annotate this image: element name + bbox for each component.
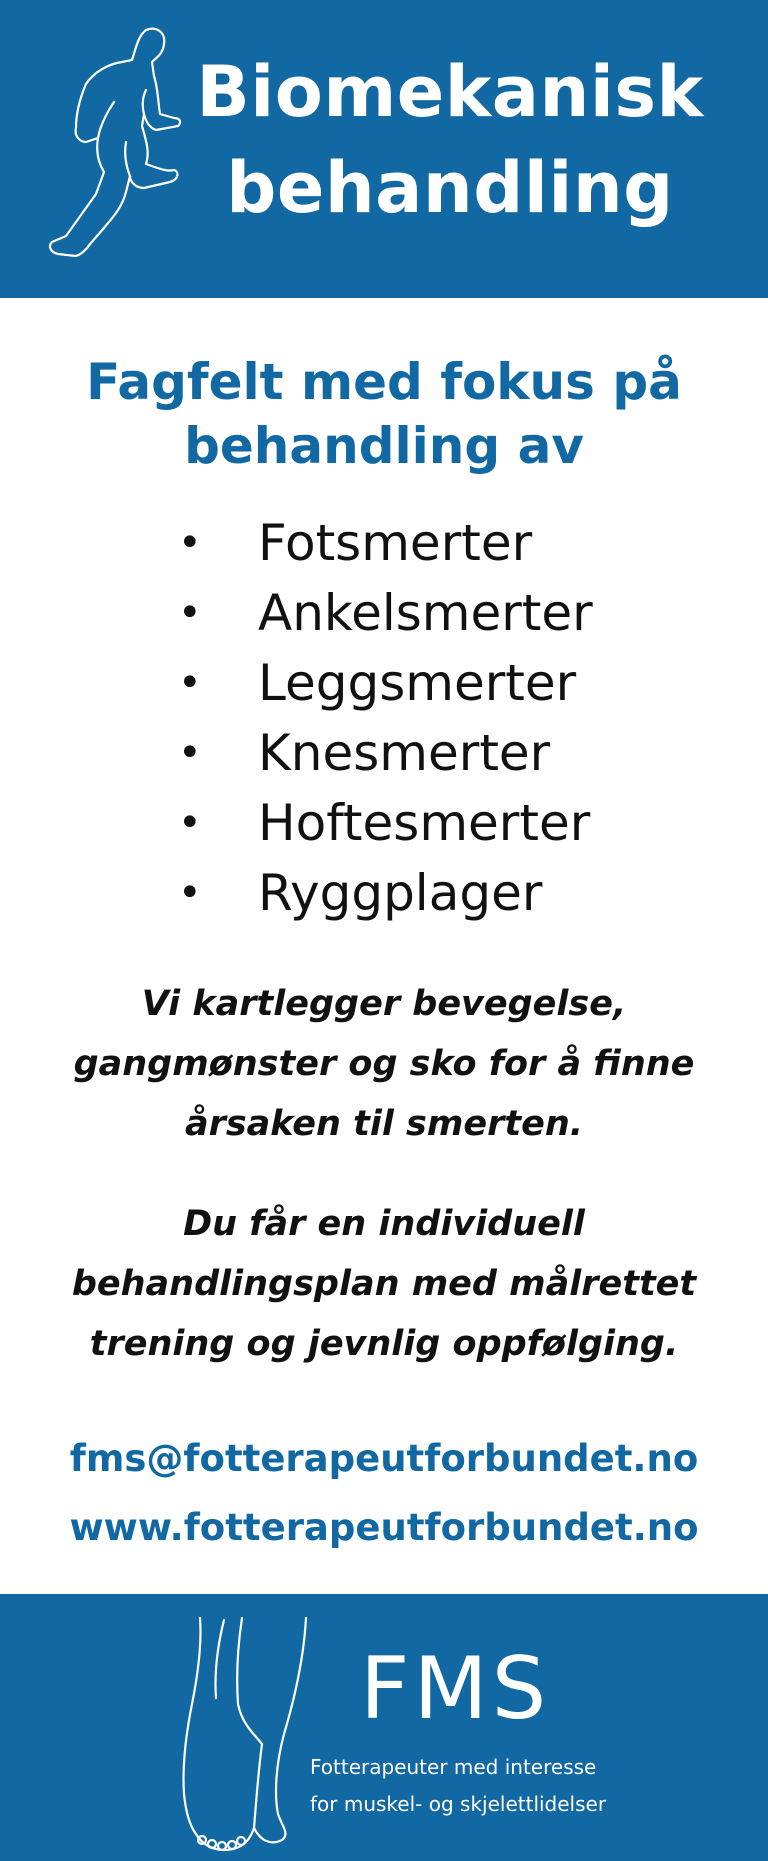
footer-banner [0, 1594, 768, 1861]
list-item [170, 578, 593, 648]
paragraph-line: trening og jevnlig oppfølging. [89, 1324, 679, 1364]
condition-label: Hoftesmerter [258, 794, 591, 852]
treatment-plan-paragraph [40, 1194, 728, 1374]
title-line-1: Biomekanisk [196, 51, 704, 133]
condition-label: Leggsmerter [258, 654, 577, 712]
assessment-paragraph [40, 974, 728, 1154]
bullet: • [178, 800, 202, 846]
condition-label: Fotsmerter [258, 514, 533, 572]
legs-outline-icon [178, 1614, 328, 1854]
condition-label: Ankelsmerter [258, 584, 593, 642]
list-item [170, 508, 593, 578]
list-item [170, 858, 593, 928]
runner-outline-icon [46, 22, 186, 272]
list-item [170, 788, 593, 858]
website-link[interactable]: www.fotterapeutforbundet.no [69, 1506, 699, 1549]
condition-label: Ryggplager [258, 864, 543, 922]
bullet: • [178, 660, 202, 706]
bullet: • [178, 590, 202, 636]
paragraph-line: Vi kartlegger bevegelse, [141, 984, 627, 1024]
intro-heading [40, 350, 728, 478]
header-banner [0, 0, 768, 298]
bullet: • [178, 870, 202, 916]
paragraph-line: behandlingsplan med målrettet [71, 1264, 697, 1304]
condition-label: Knesmerter [258, 724, 551, 782]
title-line-2: behandling [226, 147, 674, 229]
bullet: • [178, 520, 202, 566]
footer-subtitle-line-1: Fotterapeuter med interesse [310, 1755, 597, 1779]
intro-line-1: Fagfelt med fokus på [86, 353, 682, 411]
paragraph-line: årsaken til smerten. [184, 1104, 584, 1144]
list-item [170, 718, 593, 788]
bullet: • [178, 730, 202, 776]
paragraph-line: Du får en individuell [183, 1204, 585, 1244]
email-link[interactable]: fms@fotterapeutforbundet.no [69, 1437, 699, 1480]
fms-logo-text: FMS [360, 1639, 551, 1739]
intro-line-2: behandling av [184, 417, 584, 475]
footer-subtitle-line-2: for muskel- og skjelettlidelser [310, 1792, 607, 1816]
conditions-list [170, 508, 593, 928]
paragraph-line: gangmønster og sko for å finne [73, 1044, 695, 1084]
page-title [180, 44, 720, 236]
list-item [170, 648, 593, 718]
